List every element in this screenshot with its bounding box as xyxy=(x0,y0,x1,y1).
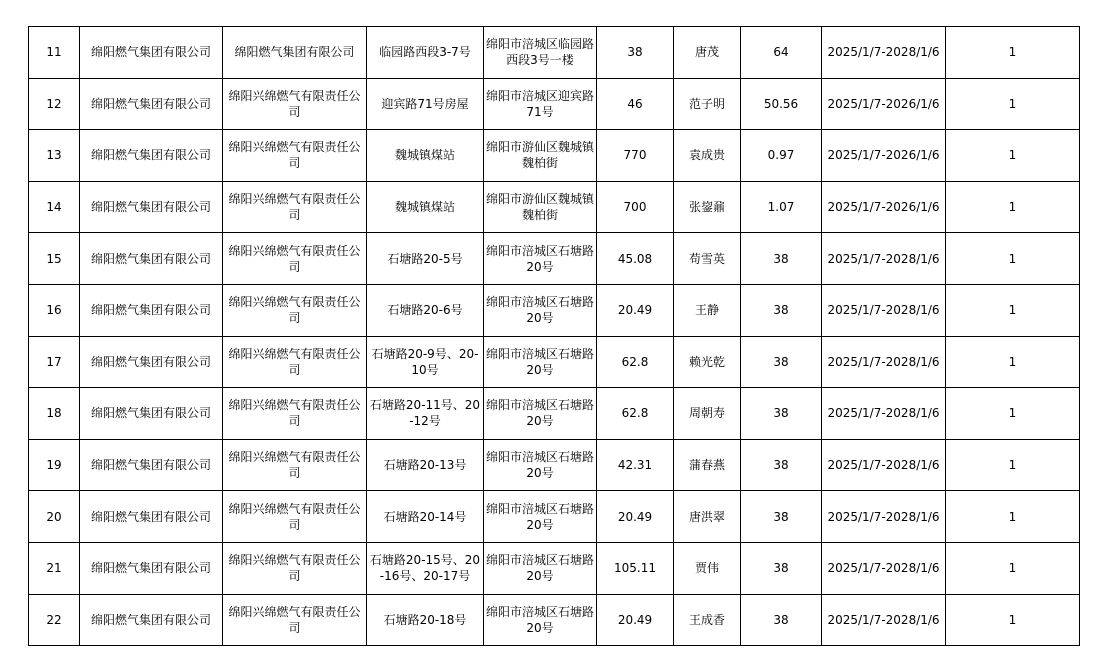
lessor-cell: 绵阳兴绵燃气有限责任公司 xyxy=(223,130,367,182)
lessor-cell: 绵阳兴绵燃气有限责任公司 xyxy=(223,181,367,233)
address-cell: 绵阳市涪城区石塘路20号 xyxy=(484,336,597,388)
company-cell: 绵阳燃气集团有限公司 xyxy=(80,388,223,440)
address-cell: 绵阳市涪城区石塘路20号 xyxy=(484,439,597,491)
lessor-cell: 绵阳兴绵燃气有限责任公司 xyxy=(223,439,367,491)
lessor-cell: 绵阳兴绵燃气有限责任公司 xyxy=(223,336,367,388)
rent-cell: 0.97 xyxy=(741,130,822,182)
location-cell: 临园路西段3-7号 xyxy=(367,27,484,79)
lease-term-cell: 2025/1/7-2028/1/6 xyxy=(822,284,946,336)
table-row xyxy=(29,181,1080,233)
row-index-cell: 12 xyxy=(29,78,80,130)
location-cell: 石塘路20-5号 xyxy=(367,233,484,285)
count-cell: 1 xyxy=(946,233,1080,285)
rent-cell: 64 xyxy=(741,27,822,79)
lease-term-cell: 2025/1/7-2028/1/6 xyxy=(822,27,946,79)
company-cell: 绵阳燃气集团有限公司 xyxy=(80,284,223,336)
area-cell: 62.8 xyxy=(597,388,674,440)
company-cell: 绵阳燃气集团有限公司 xyxy=(80,181,223,233)
lessee-cell: 唐洪翠 xyxy=(674,491,741,543)
lessee-cell: 贾伟 xyxy=(674,542,741,594)
area-cell: 46 xyxy=(597,78,674,130)
count-cell: 1 xyxy=(946,542,1080,594)
row-index-cell: 15 xyxy=(29,233,80,285)
address-cell: 绵阳市涪城区石塘路20号 xyxy=(484,491,597,543)
area-cell: 42.31 xyxy=(597,439,674,491)
address-cell: 绵阳市涪城区石塘路20号 xyxy=(484,284,597,336)
lease-table-body xyxy=(29,27,1080,646)
company-cell: 绵阳燃气集团有限公司 xyxy=(80,439,223,491)
lessee-cell: 王静 xyxy=(674,284,741,336)
area-cell: 700 xyxy=(597,181,674,233)
company-cell: 绵阳燃气集团有限公司 xyxy=(80,130,223,182)
count-cell: 1 xyxy=(946,439,1080,491)
area-cell: 62.8 xyxy=(597,336,674,388)
count-cell: 1 xyxy=(946,336,1080,388)
location-cell: 魏城镇煤站 xyxy=(367,130,484,182)
location-cell: 迎宾路71号房屋 xyxy=(367,78,484,130)
row-index-cell: 20 xyxy=(29,491,80,543)
lessor-cell: 绵阳兴绵燃气有限责任公司 xyxy=(223,284,367,336)
row-index-cell: 13 xyxy=(29,130,80,182)
lessor-cell: 绵阳燃气集团有限公司 xyxy=(223,27,367,79)
lease-term-cell: 2025/1/7-2028/1/6 xyxy=(822,336,946,388)
company-cell: 绵阳燃气集团有限公司 xyxy=(80,491,223,543)
location-cell: 石塘路20-14号 xyxy=(367,491,484,543)
row-index-cell: 17 xyxy=(29,336,80,388)
table-row xyxy=(29,388,1080,440)
lease-term-cell: 2025/1/7-2028/1/6 xyxy=(822,491,946,543)
table-row xyxy=(29,233,1080,285)
location-cell: 魏城镇煤站 xyxy=(367,181,484,233)
row-index-cell: 22 xyxy=(29,594,80,646)
lessee-cell: 苟雪英 xyxy=(674,233,741,285)
count-cell: 1 xyxy=(946,594,1080,646)
count-cell: 1 xyxy=(946,27,1080,79)
rent-cell: 38 xyxy=(741,284,822,336)
rent-cell: 38 xyxy=(741,439,822,491)
lessee-cell: 范子明 xyxy=(674,78,741,130)
rent-cell: 38 xyxy=(741,336,822,388)
table-row xyxy=(29,284,1080,336)
location-cell: 石塘路20-11号、20-12号 xyxy=(367,388,484,440)
rent-cell: 38 xyxy=(741,542,822,594)
lessor-cell: 绵阳兴绵燃气有限责任公司 xyxy=(223,233,367,285)
lease-term-cell: 2025/1/7-2028/1/6 xyxy=(822,594,946,646)
rent-cell: 38 xyxy=(741,594,822,646)
lease-term-cell: 2025/1/7-2026/1/6 xyxy=(822,181,946,233)
lessor-cell: 绵阳兴绵燃气有限责任公司 xyxy=(223,78,367,130)
address-cell: 绵阳市游仙区魏城镇魏柏街 xyxy=(484,181,597,233)
address-cell: 绵阳市涪城区石塘路20号 xyxy=(484,542,597,594)
area-cell: 38 xyxy=(597,27,674,79)
count-cell: 1 xyxy=(946,78,1080,130)
lease-term-cell: 2025/1/7-2028/1/6 xyxy=(822,388,946,440)
lessee-cell: 唐茂 xyxy=(674,27,741,79)
company-cell: 绵阳燃气集团有限公司 xyxy=(80,233,223,285)
area-cell: 105.11 xyxy=(597,542,674,594)
address-cell: 绵阳市涪城区石塘路20号 xyxy=(484,388,597,440)
rent-cell: 1.07 xyxy=(741,181,822,233)
address-cell: 绵阳市涪城区石塘路20号 xyxy=(484,233,597,285)
row-index-cell: 14 xyxy=(29,181,80,233)
company-cell: 绵阳燃气集团有限公司 xyxy=(80,594,223,646)
location-cell: 石塘路20-9号、20-10号 xyxy=(367,336,484,388)
lease-table xyxy=(28,26,1080,646)
rent-cell: 38 xyxy=(741,491,822,543)
location-cell: 石塘路20-18号 xyxy=(367,594,484,646)
count-cell: 1 xyxy=(946,284,1080,336)
rent-cell: 50.56 xyxy=(741,78,822,130)
address-cell: 绵阳市涪城区迎宾路71号 xyxy=(484,78,597,130)
count-cell: 1 xyxy=(946,388,1080,440)
company-cell: 绵阳燃气集团有限公司 xyxy=(80,27,223,79)
lessor-cell: 绵阳兴绵燃气有限责任公司 xyxy=(223,491,367,543)
table-row xyxy=(29,594,1080,646)
row-index-cell: 19 xyxy=(29,439,80,491)
lessee-cell: 蒲春燕 xyxy=(674,439,741,491)
lessee-cell: 张鋆鼐 xyxy=(674,181,741,233)
count-cell: 1 xyxy=(946,181,1080,233)
company-cell: 绵阳燃气集团有限公司 xyxy=(80,78,223,130)
area-cell: 20.49 xyxy=(597,491,674,543)
count-cell: 1 xyxy=(946,130,1080,182)
address-cell: 绵阳市涪城区石塘路20号 xyxy=(484,594,597,646)
lease-term-cell: 2025/1/7-2026/1/6 xyxy=(822,78,946,130)
lease-term-cell: 2025/1/7-2028/1/6 xyxy=(822,439,946,491)
table-row xyxy=(29,439,1080,491)
lessee-cell: 王成香 xyxy=(674,594,741,646)
location-cell: 石塘路20-6号 xyxy=(367,284,484,336)
area-cell: 45.08 xyxy=(597,233,674,285)
company-cell: 绵阳燃气集团有限公司 xyxy=(80,336,223,388)
lease-term-cell: 2025/1/7-2028/1/6 xyxy=(822,233,946,285)
lessor-cell: 绵阳兴绵燃气有限责任公司 xyxy=(223,594,367,646)
table-row xyxy=(29,130,1080,182)
company-cell: 绵阳燃气集团有限公司 xyxy=(80,542,223,594)
count-cell: 1 xyxy=(946,491,1080,543)
table-row xyxy=(29,491,1080,543)
row-index-cell: 21 xyxy=(29,542,80,594)
rent-cell: 38 xyxy=(741,233,822,285)
location-cell: 石塘路20-13号 xyxy=(367,439,484,491)
lessor-cell: 绵阳兴绵燃气有限责任公司 xyxy=(223,542,367,594)
area-cell: 770 xyxy=(597,130,674,182)
row-index-cell: 18 xyxy=(29,388,80,440)
location-cell: 石塘路20-15号、20-16号、20-17号 xyxy=(367,542,484,594)
lease-term-cell: 2025/1/7-2026/1/6 xyxy=(822,130,946,182)
lessee-cell: 袁成贵 xyxy=(674,130,741,182)
row-index-cell: 16 xyxy=(29,284,80,336)
address-cell: 绵阳市涪城区临园路西段3号一楼 xyxy=(484,27,597,79)
table-row xyxy=(29,78,1080,130)
table-row xyxy=(29,336,1080,388)
lessee-cell: 赖光乾 xyxy=(674,336,741,388)
area-cell: 20.49 xyxy=(597,594,674,646)
row-index-cell: 11 xyxy=(29,27,80,79)
lease-term-cell: 2025/1/7-2028/1/6 xyxy=(822,542,946,594)
table-row xyxy=(29,27,1080,79)
address-cell: 绵阳市游仙区魏城镇魏柏街 xyxy=(484,130,597,182)
area-cell: 20.49 xyxy=(597,284,674,336)
lessee-cell: 周朝寿 xyxy=(674,388,741,440)
lessor-cell: 绵阳兴绵燃气有限责任公司 xyxy=(223,388,367,440)
table-row xyxy=(29,542,1080,594)
rent-cell: 38 xyxy=(741,388,822,440)
